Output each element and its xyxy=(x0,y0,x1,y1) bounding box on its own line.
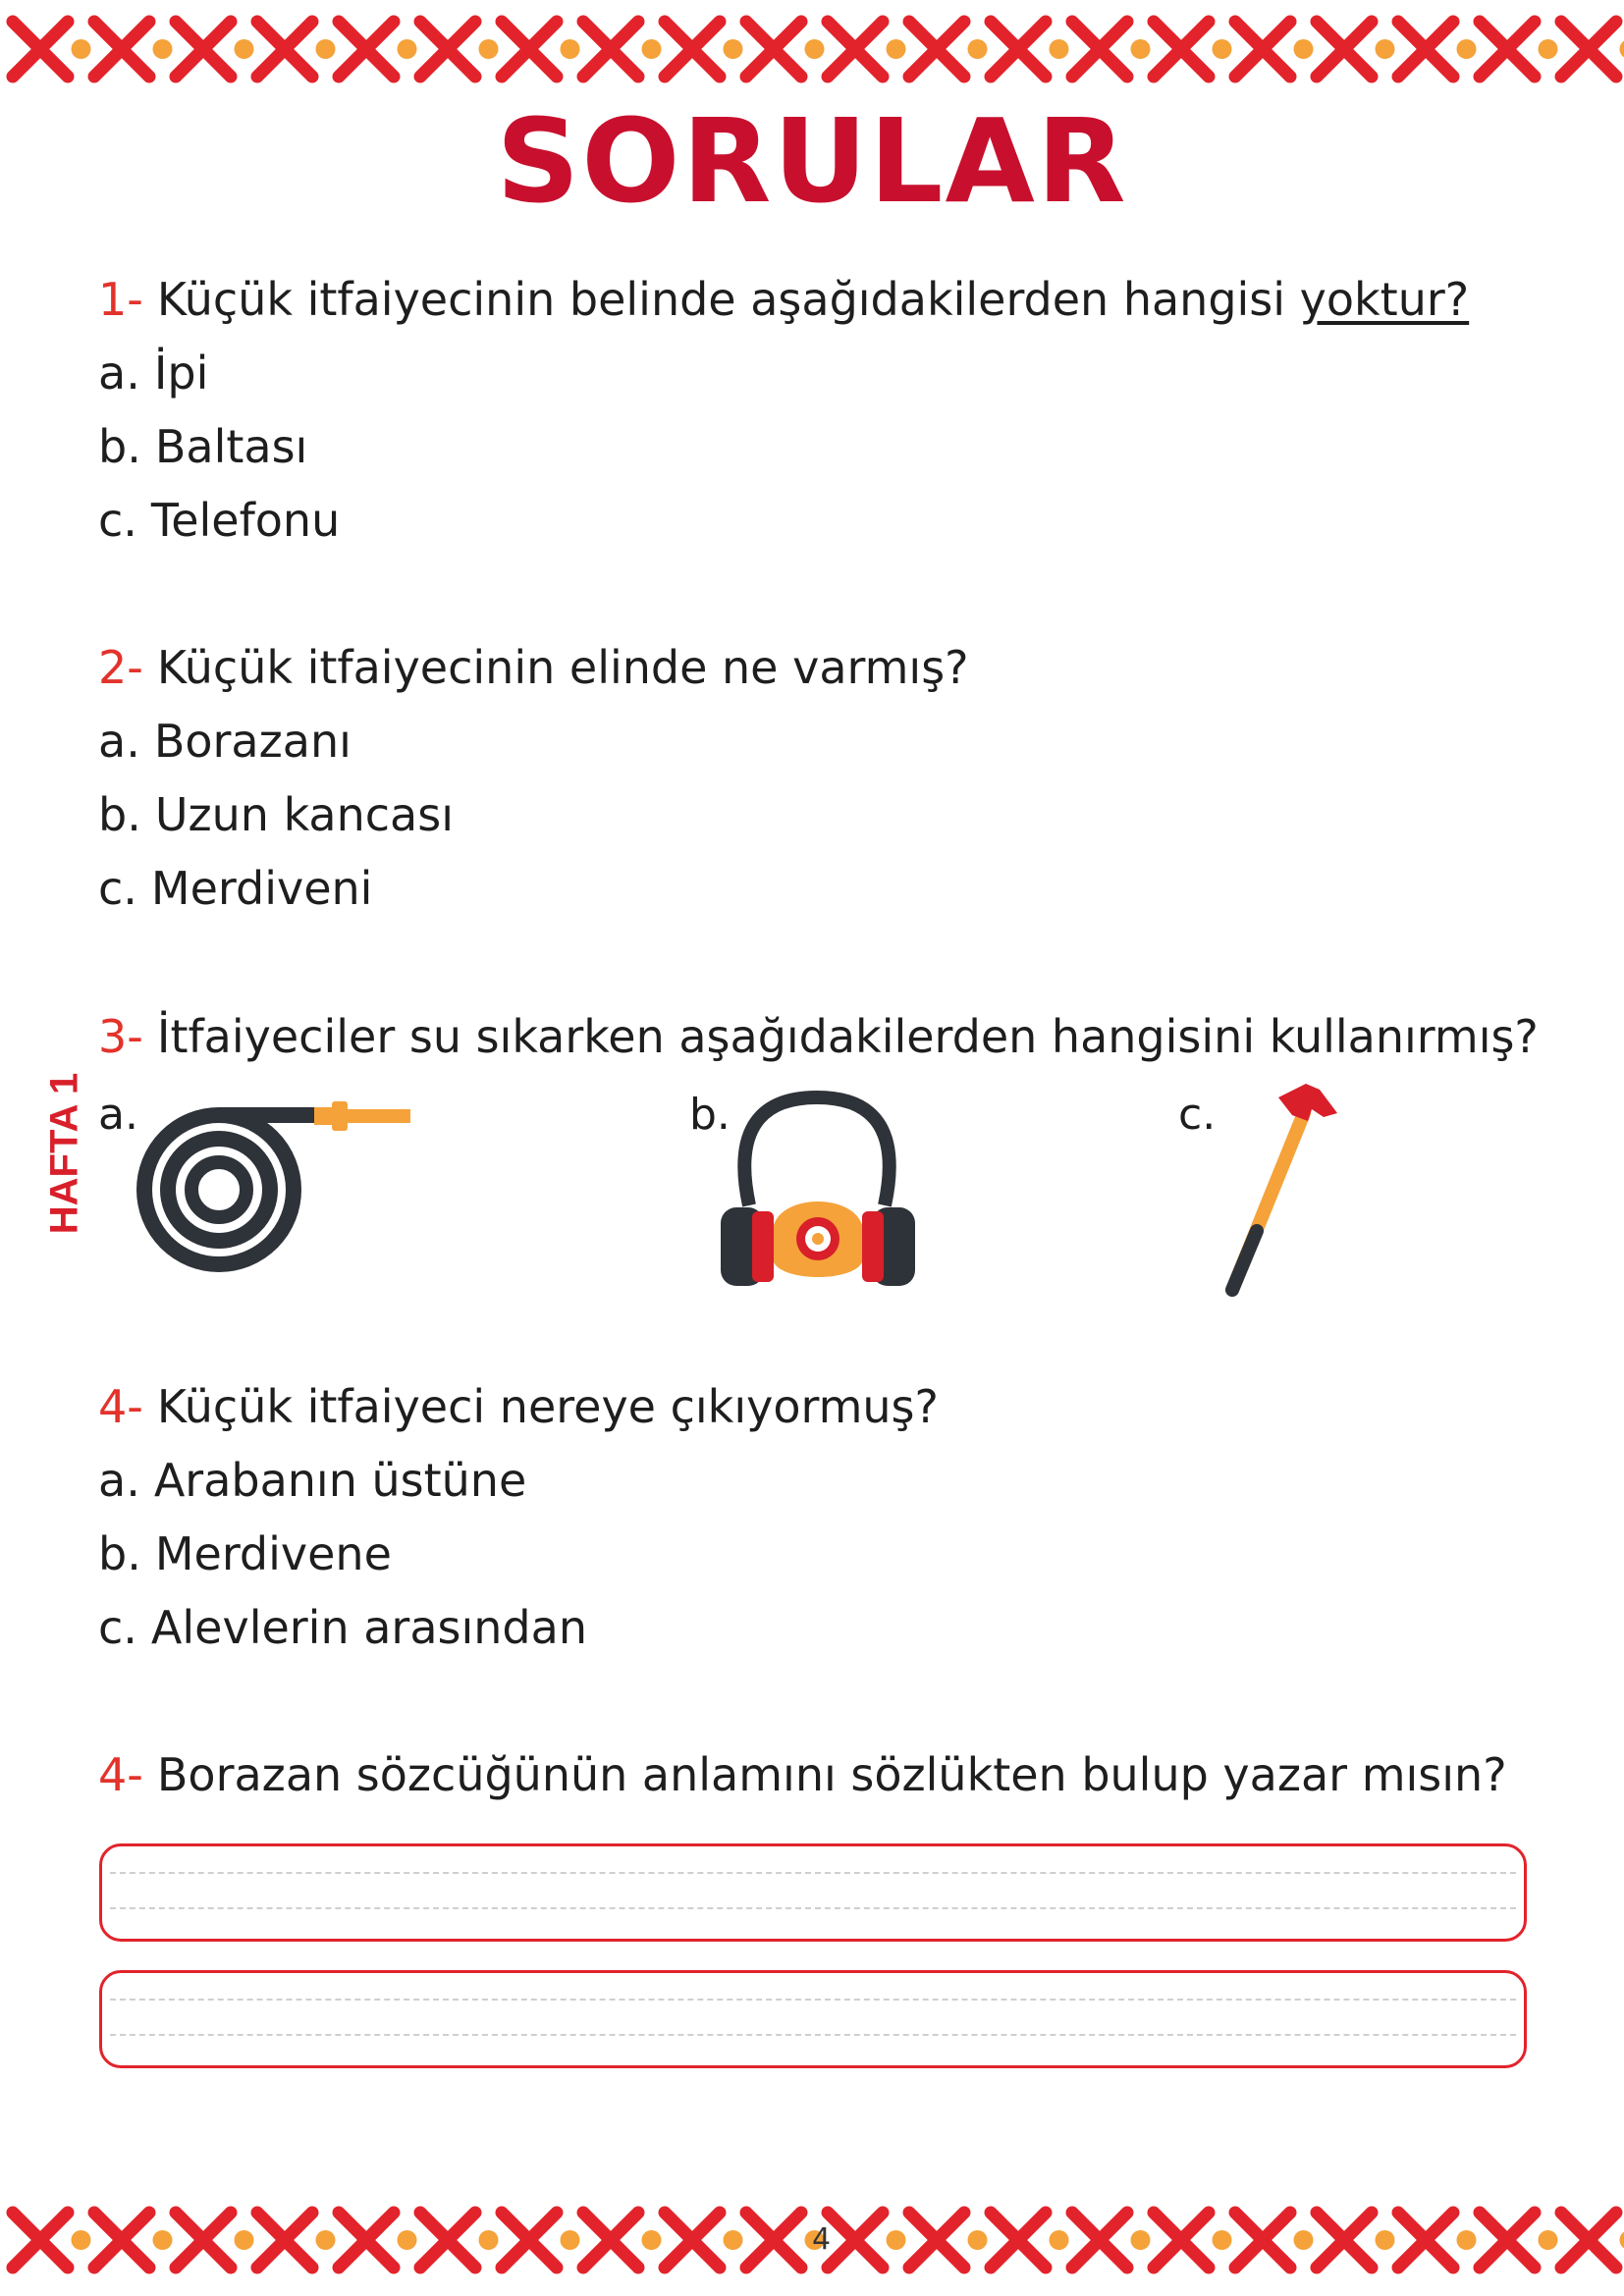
q2-option-c[interactable] xyxy=(98,862,373,915)
q1-option-c[interactable] xyxy=(98,494,341,547)
border-dot xyxy=(1376,39,1395,59)
answer-box-1[interactable] xyxy=(99,1843,1527,1942)
option-text: Merdivene xyxy=(154,1527,392,1580)
border-dot xyxy=(1294,2230,1314,2250)
border-dot xyxy=(153,39,173,59)
page-number: 4 xyxy=(812,2222,832,2257)
question-3-number: 3- xyxy=(98,1010,143,1063)
q3-option-a-letter: a. xyxy=(98,1090,138,1140)
border-dot xyxy=(1294,39,1314,59)
border-dot xyxy=(479,39,499,59)
option-letter: c. xyxy=(98,862,137,915)
border-dot xyxy=(887,2230,906,2250)
option-letter: b. xyxy=(98,420,141,473)
option-text: Merdiveni xyxy=(150,862,373,915)
border-dot xyxy=(887,39,906,59)
border-dot xyxy=(72,2230,91,2250)
border-dot xyxy=(561,39,580,59)
border-dot xyxy=(724,39,743,59)
border-dot xyxy=(316,2230,336,2250)
border-dot xyxy=(561,2230,580,2250)
q4-option-b[interactable] xyxy=(98,1527,392,1580)
question-2-text: Küçük itfaiyecinin elinde ne varmış? xyxy=(156,641,969,694)
question-4 xyxy=(98,1380,939,1433)
border-dot xyxy=(235,39,254,59)
question-1-text: Küçük itfaiyecinin belinde aşağıdakilerden hangisi xyxy=(156,273,1300,326)
border-dot xyxy=(1376,2230,1395,2250)
border-dot xyxy=(1213,2230,1232,2250)
answer-line xyxy=(110,2034,1516,2036)
question-3-text: İtfaiyeciler su sıkarken aşağıdakilerden hangisini kullanırmış? xyxy=(156,1010,1539,1063)
option-letter: b. xyxy=(98,788,141,841)
border-dot xyxy=(316,39,336,59)
side-week-label-text: HAFTA 1 xyxy=(42,1072,86,1235)
border-dot xyxy=(1050,2230,1069,2250)
question-3 xyxy=(98,1010,1539,1063)
question-5 xyxy=(98,1748,1507,1801)
border-dot xyxy=(724,2230,743,2250)
option-text: Alevlerin arasından xyxy=(150,1601,587,1654)
option-letter: c. xyxy=(98,1601,137,1654)
question-1 xyxy=(98,273,1470,326)
q4-option-c[interactable] xyxy=(98,1601,587,1654)
border-dot xyxy=(398,2230,417,2250)
fire-hose-icon[interactable] xyxy=(133,1099,417,1281)
border-dot xyxy=(642,2230,662,2250)
option-text: İpi xyxy=(153,347,209,400)
gas-mask-icon[interactable] xyxy=(715,1088,921,1294)
side-week-label xyxy=(42,1072,86,1235)
border-dot xyxy=(398,39,417,59)
border-dot xyxy=(72,39,91,59)
question-4-text: Küçük itfaiyeci nereye çıkıyormuş? xyxy=(156,1380,939,1433)
q3-option-b-letter: b. xyxy=(689,1090,731,1140)
question-2-number: 2- xyxy=(98,641,143,694)
border-dot xyxy=(153,2230,173,2250)
question-2 xyxy=(98,641,969,694)
border-dot xyxy=(1620,39,1624,59)
answer-line xyxy=(110,1872,1516,1874)
border-dot xyxy=(1131,39,1151,59)
answer-box-2[interactable] xyxy=(99,1970,1527,2068)
option-text: Uzun kancası xyxy=(154,788,454,841)
border-dot xyxy=(479,2230,499,2250)
border-dot xyxy=(235,2230,254,2250)
q3-option-c-letter: c. xyxy=(1178,1090,1217,1140)
border-dot xyxy=(805,39,825,59)
question-5-text: Borazan sözcüğünün anlamını sözlükten bulup yazar mısın? xyxy=(156,1748,1507,1801)
q2-option-b[interactable] xyxy=(98,788,454,841)
option-text: Baltası xyxy=(154,420,308,473)
q4-option-a[interactable] xyxy=(98,1454,527,1507)
answer-line xyxy=(110,1907,1516,1909)
option-letter: c. xyxy=(98,494,137,547)
question-4-number: 4- xyxy=(98,1380,143,1433)
question-5-number: 4- xyxy=(98,1748,143,1801)
border-dot xyxy=(1050,39,1069,59)
option-letter: a. xyxy=(98,347,140,400)
border-dot xyxy=(1213,39,1232,59)
border-dot xyxy=(968,39,988,59)
option-text: Borazanı xyxy=(153,715,352,768)
q2-option-a[interactable] xyxy=(98,715,352,768)
option-letter: a. xyxy=(98,715,140,768)
option-text: Arabanın üstüne xyxy=(153,1454,527,1507)
border-dot xyxy=(1539,2230,1558,2250)
option-text: Telefonu xyxy=(150,494,341,547)
fire-axe-icon[interactable] xyxy=(1218,1076,1345,1297)
q1-option-a[interactable] xyxy=(98,347,209,400)
border-dot xyxy=(1457,39,1477,59)
q1-option-b[interactable] xyxy=(98,420,308,473)
border-dot xyxy=(642,39,662,59)
border-dot xyxy=(1131,2230,1151,2250)
option-letter: a. xyxy=(98,1454,140,1507)
border-dot xyxy=(1539,39,1558,59)
question-1-number: 1- xyxy=(98,273,143,326)
answer-line xyxy=(110,1999,1516,2001)
top-decorative-border xyxy=(0,0,1624,98)
option-letter: b. xyxy=(98,1527,141,1580)
border-dot xyxy=(1620,2230,1624,2250)
question-1-emphasis: yoktur? xyxy=(1299,273,1470,326)
border-dot xyxy=(968,2230,988,2250)
page-title: SORULAR xyxy=(496,93,1128,229)
border-dot xyxy=(1457,2230,1477,2250)
